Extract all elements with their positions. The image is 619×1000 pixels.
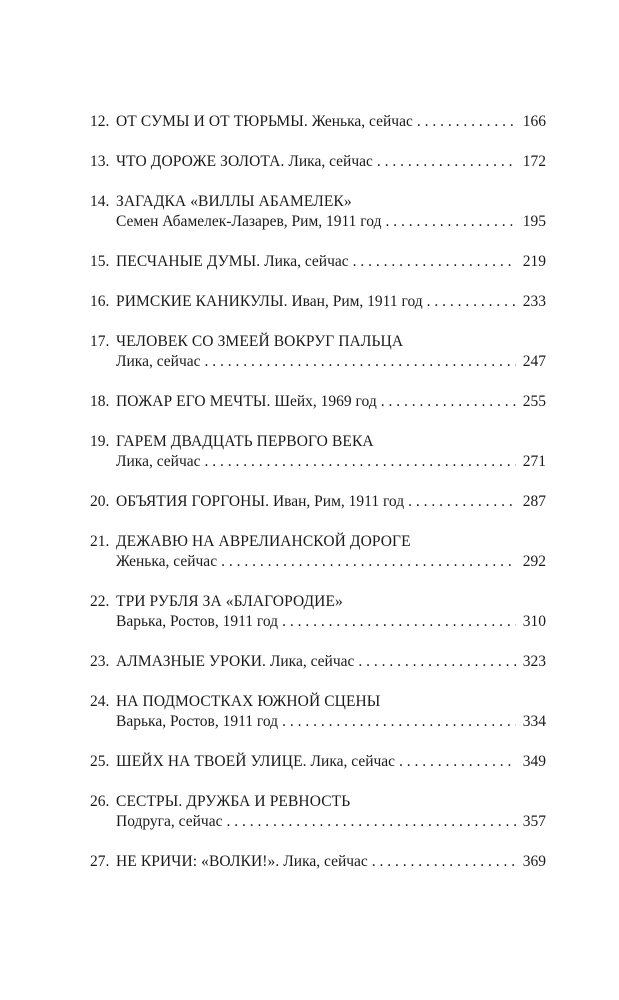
page-number: 323 (522, 653, 546, 670)
chapter-subtitle: Подруга, сейчас (116, 813, 223, 830)
toc-entry (90, 653, 546, 671)
page-number: 219 (522, 253, 546, 270)
toc-line (90, 753, 546, 771)
toc-entry (90, 753, 546, 771)
chapter-subtitle: Женька, сейчас (311, 113, 413, 130)
chapter-subtitle: Лика, сейчас (310, 753, 396, 770)
chapter-subtitle: Женька, сейчас (116, 553, 218, 570)
toc-entry (90, 853, 546, 871)
chapter-title: РИМСКИЕ КАНИКУЛЫ. (116, 293, 288, 310)
dot-leader (408, 493, 516, 511)
chapter-title: НЕ КРИЧИ: «ВОЛКИ!». (116, 853, 280, 870)
chapter-number: 24. (90, 693, 110, 710)
toc-entry (90, 113, 546, 131)
dot-leader (221, 553, 516, 571)
dot-leader (385, 213, 516, 231)
page-number: 357 (522, 813, 546, 830)
chapter-subtitle: Лика, сейчас (264, 253, 349, 270)
toc-entry (90, 253, 546, 271)
dot-leader (372, 853, 516, 871)
dot-leader (427, 293, 516, 311)
toc-line (90, 293, 546, 311)
dot-leader (205, 453, 516, 471)
chapter-title: СЕСТРЫ. ДРУЖБА И РЕВНОСТЬ (116, 793, 351, 810)
chapter-subtitle: Иван, Рим, 1911 год (272, 493, 405, 510)
chapter-number: 26. (90, 793, 110, 810)
toc-line (90, 193, 546, 211)
toc-line (90, 533, 546, 551)
toc-line (90, 493, 546, 511)
page-number: 334 (522, 713, 546, 730)
toc-line (90, 213, 546, 231)
dot-leader (358, 653, 516, 671)
chapter-title: ТРИ РУБЛЯ ЗА «БЛАГОРОДИЕ» (116, 593, 343, 610)
table-of-contents (90, 113, 546, 893)
chapter-subtitle: Лика, сейчас (269, 653, 355, 670)
dot-leader (399, 753, 516, 771)
dot-leader (377, 153, 516, 171)
chapter-number: 15. (90, 253, 110, 270)
chapter-subtitle: Иван, Рим, 1911 год (291, 293, 423, 310)
chapter-subtitle: Варька, Ростов, 1911 год (116, 713, 279, 730)
page-number: 233 (522, 293, 546, 310)
chapter-title: ГАРЕМ ДВАДЦАТЬ ПЕРВОГО ВЕКА (116, 433, 374, 450)
toc-entry (90, 393, 546, 411)
chapter-number: 25. (90, 753, 110, 770)
toc-entry (90, 153, 546, 171)
toc-line (90, 433, 546, 451)
toc-line (90, 353, 546, 371)
chapter-number: 23. (90, 653, 110, 670)
chapter-subtitle: Лика, сейчас (288, 153, 373, 170)
toc-entry (90, 493, 546, 511)
page-number: 292 (522, 553, 546, 570)
page-number: 247 (522, 353, 546, 370)
page-number: 349 (522, 753, 546, 770)
toc-line (90, 113, 546, 131)
chapter-title: ЧТО ДОРОЖЕ ЗОЛОТА. (116, 153, 285, 170)
chapter-title: ОБЪЯТИЯ ГОРГОНЫ. (116, 493, 270, 510)
chapter-title: ШЕЙХ НА ТВОЕЙ УЛИЦЕ. (116, 753, 307, 770)
chapter-title: ПОЖАР ЕГО МЕЧТЫ. (116, 393, 271, 410)
dot-leader (205, 353, 516, 371)
toc-line (90, 333, 546, 351)
chapter-title: АЛМАЗНЫЕ УРОКИ. (116, 653, 266, 670)
chapter-number: 13. (90, 153, 110, 170)
toc-line (90, 853, 546, 871)
toc-line (90, 393, 546, 411)
chapter-subtitle: Лика, сейчас (116, 353, 201, 370)
page-number: 166 (522, 113, 546, 130)
page-number: 172 (522, 153, 546, 170)
dot-leader (353, 253, 516, 271)
toc-line (90, 453, 546, 471)
toc-line (90, 813, 546, 831)
chapter-subtitle: Семен Абамелек-Лазарев, Рим, 1911 год (116, 213, 382, 230)
chapter-number: 20. (90, 493, 110, 510)
chapter-title: ЗАГАДКА «ВИЛЛЫ АБАМЕЛЕК» (116, 193, 352, 210)
dot-leader (417, 113, 516, 131)
chapter-number: 27. (90, 853, 110, 870)
chapter-title: ДЕЖАВЮ НА АВРЕЛИАНСКОЙ ДОРОГЕ (116, 533, 411, 550)
page-number: 287 (522, 493, 546, 510)
toc-line (90, 713, 546, 731)
chapter-number: 18. (90, 393, 110, 410)
toc-entry (90, 193, 546, 231)
page-number: 310 (522, 613, 546, 630)
toc-entry (90, 433, 546, 471)
toc-entry (90, 293, 546, 311)
toc-line (90, 593, 546, 611)
chapter-subtitle: Шейх, 1969 год (274, 393, 377, 410)
toc-entry (90, 593, 546, 631)
toc-line (90, 253, 546, 271)
toc-entry (90, 333, 546, 371)
toc-line (90, 613, 546, 631)
toc-entry (90, 693, 546, 731)
toc-line (90, 793, 546, 811)
chapter-title: ОТ СУМЫ И ОТ ТЮРЬМЫ. (116, 113, 308, 130)
page-number: 271 (522, 453, 546, 470)
page-number: 255 (522, 393, 546, 410)
dot-leader (282, 613, 516, 631)
toc-entry (90, 533, 546, 571)
chapter-number: 12. (90, 113, 110, 130)
dot-leader (282, 713, 516, 731)
chapter-subtitle: Варька, Ростов, 1911 год (116, 613, 279, 630)
chapter-number: 21. (90, 533, 110, 550)
chapter-subtitle: Лика, сейчас (116, 453, 201, 470)
chapter-subtitle: Лика, сейчас (283, 853, 368, 870)
page-number: 195 (522, 213, 546, 230)
dot-leader (381, 393, 516, 411)
chapter-title: ПЕСЧАНЫЕ ДУМЫ. (116, 253, 261, 270)
dot-leader (226, 813, 516, 831)
chapter-number: 14. (90, 193, 110, 210)
chapter-number: 17. (90, 333, 110, 350)
chapter-title: ЧЕЛОВЕК СО ЗМЕЕЙ ВОКРУГ ПАЛЬЦА (116, 333, 404, 350)
toc-line (90, 693, 546, 711)
toc-line (90, 153, 546, 171)
chapter-number: 16. (90, 293, 110, 310)
chapter-number: 19. (90, 433, 110, 450)
page-number: 369 (522, 853, 546, 870)
toc-entry (90, 793, 546, 831)
toc-line (90, 653, 546, 671)
chapter-title: НА ПОДМОСТКАХ ЮЖНОЙ СЦЕНЫ (116, 693, 381, 710)
chapter-number: 22. (90, 593, 110, 610)
toc-line (90, 553, 546, 571)
